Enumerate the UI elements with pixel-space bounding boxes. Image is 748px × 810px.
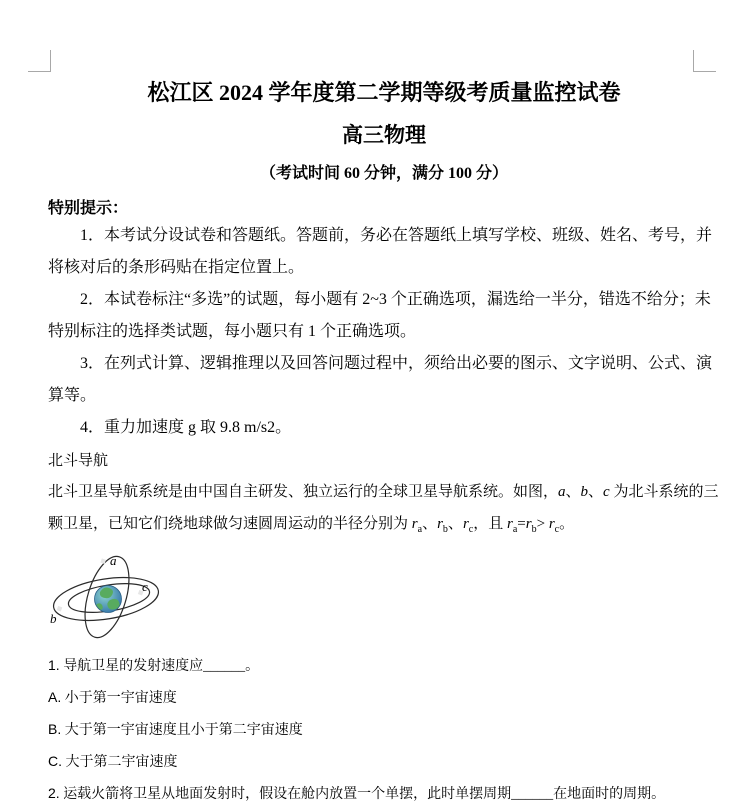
question-1-text: 导航卫星的发射速度应______。 bbox=[59, 659, 260, 674]
option-c-text: 大于第二宇宙速度 bbox=[62, 755, 178, 770]
option-a-text: 小于第一宇宙速度 bbox=[61, 691, 177, 706]
question-1-option-b bbox=[48, 714, 720, 746]
notice-heading: 特别提示： bbox=[48, 200, 129, 217]
notice-item-3: 3．在列式计算、逻辑推理以及回答问题过程中，须给出必要的图示、文字说明、公式、演算等。 bbox=[48, 355, 713, 404]
exam-title: 松江区 2024 学年度第二学期等级考质量监控试卷 bbox=[147, 80, 621, 105]
questions-block bbox=[48, 650, 720, 810]
notice-item-1: 1．本考试分设试卷和答题纸。答题前，务必在答题纸上填写学校、班级、姓名、考号，并将核对后的条形码贴在指定位置上。 bbox=[48, 227, 713, 276]
satellite-orbit-diagram bbox=[48, 550, 720, 642]
satellite-c-label: c bbox=[142, 579, 148, 594]
orbit-diagram-svg bbox=[40, 550, 240, 642]
page-corner-mark-left bbox=[28, 50, 51, 72]
satellite-a-marker bbox=[100, 558, 106, 564]
question-1 bbox=[48, 650, 720, 682]
option-b-label: B. bbox=[48, 721, 62, 737]
question-2-number: 2. bbox=[48, 785, 60, 801]
satellite-b-label: b bbox=[50, 611, 57, 626]
question-2 bbox=[48, 778, 720, 810]
exam-duration-score: （考试时间 60 分钟，满分 100 分） bbox=[259, 165, 508, 182]
notice-item-4: 4．重力加速度 g 取 9.8 m/s2。 bbox=[80, 419, 292, 436]
satellite-a-label: a bbox=[110, 553, 117, 568]
satellite-b-marker bbox=[57, 606, 63, 612]
notice-item-2: 2．本试卷标注“多选”的试题，每小题有 2~3 个正确选项，漏选给一半分，错选不给分；未特别标注的选择类试题，每小题只有 1 个正确选项。 bbox=[48, 291, 711, 340]
page-corner-mark-right bbox=[693, 50, 716, 72]
section-heading-beidou: 北斗导航 bbox=[48, 453, 109, 469]
question-1-option-c bbox=[48, 746, 720, 778]
question-2-text: 运载火箭将卫星从地面发射时，假设在舱内放置一个单摆，此时单摆周期______在地面时的周期。 bbox=[59, 787, 666, 802]
section-intro-text: 北斗卫星导航系统是由中国自主研发、独立运行的全球卫星导航系统。如图，a、b、c 为北斗系统的三颗卫星，已知它们绕地球做匀速圆周运动的半径分别为 $r_a$、$r_b$、$r_c$，且 $r_a=r_b> r_c$。 bbox=[48, 484, 719, 535]
question-1-option-a bbox=[48, 682, 720, 714]
question-1-number: 1. bbox=[48, 657, 60, 673]
option-a-label: A. bbox=[48, 689, 62, 705]
option-b-text: 大于第一宇宙速度且小于第二宇宙速度 bbox=[61, 723, 303, 738]
option-c-label: C. bbox=[48, 753, 62, 769]
exam-subject: 高三物理 bbox=[342, 123, 426, 147]
